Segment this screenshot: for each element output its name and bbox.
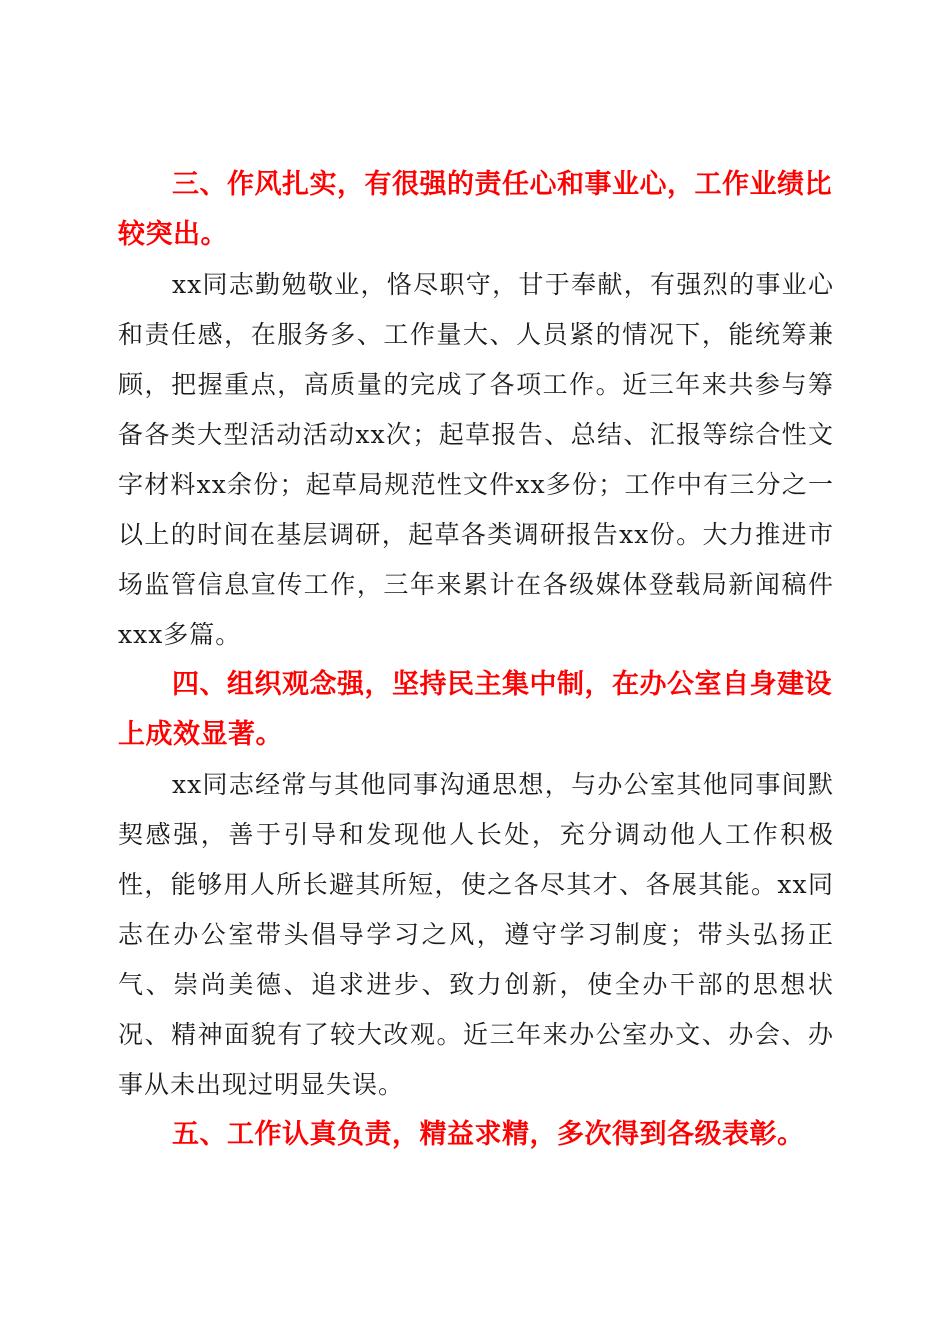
- document-body: [118, 160, 834, 1160]
- section-heading-4: 四、组织观念强，坚持民主集中制，在办公室自身建设上成效显著。: [118, 669, 832, 750]
- section-heading-3: 三、作风扎实，有很强的责任心和事业心，工作业绩比较突出。: [118, 169, 832, 250]
- section-paragraph-4: xx同志经常与其他同事沟通思想，与办公室其他同事间默契感强，善于引导和发现他人长处，充分调动他人工作积极性，能够用人所长避其所短，使之各尽其才、各展其能。xx同志在办公室带头倡导学习之风，遵守学习制度；带头弘扬正气、崇尚美德、追求进步、致力创新，使全办干部的思想状况、精神面貌有了较大改观。近三年来办公室办文、办会、办事从未出现过明显失误。: [118, 770, 834, 1099]
- section-paragraph-3: xx同志勤勉敬业，恪尽职守，甘于奉献，有强烈的事业心和责任感，在服务多、工作量大、人员紧的情况下，能统筹兼顾，把握重点，高质量的完成了各项工作。近三年来共参与筹备各类大型活动活动xx次；起草报告、总结、汇报等综合性文字材料xx余份；起草局规范性文件xx多份；工作中有三分之一以上的时间在基层调研，起草各类调研报告xx份。大力推进市场监管信息宣传工作，三年来累计在各级媒体登载局新闻稿件xxx多篇。: [118, 270, 834, 649]
- section-heading-5: 五、工作认真负责，精益求精，多次得到各级表彰。: [172, 1119, 805, 1150]
